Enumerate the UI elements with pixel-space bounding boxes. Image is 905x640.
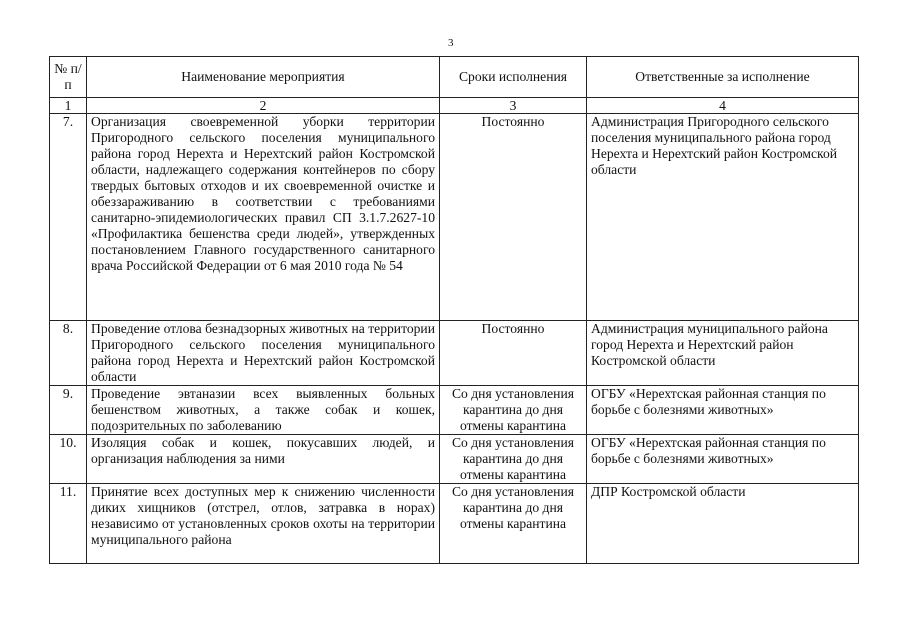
measure-name: Организация своевременной уборки территории Пригородного сельского поселения муниципального района город Нерехта и Нерехтский район Костромской области, надлежащего содержания контейнеров по сбору твердых бытовых отходов и их своевременной очистке и обеззараживанию в соответствии с требованиями санитарно-эпидемиологических правил СП 3.1.7.2627-10 «Профилактика бешенства среди людей», утвержденных постановлением Главного государственного санитарного врача Российской Федерации от 6 мая 2010 года № 54	[87, 114, 440, 321]
measure-responsible: Администрация Пригородного сельского поселения муниципального района город Нерехта и Нерехтский район Костромской области	[587, 114, 859, 321]
row-number: 8.	[50, 321, 87, 386]
measure-term: Постоянно	[440, 114, 587, 321]
measures-table	[49, 56, 859, 564]
column-index: 3	[440, 98, 587, 114]
table-row	[50, 435, 859, 484]
measure-responsible: Администрация муниципального района город Нерехта и Нерехтский район Костромской области	[587, 321, 859, 386]
column-index: 2	[87, 98, 440, 114]
header-name: Наименование мероприятия	[87, 57, 440, 98]
measure-term: Постоянно	[440, 321, 587, 386]
table-row	[50, 114, 859, 321]
column-index-row	[50, 98, 859, 114]
page-number: 3	[448, 37, 454, 49]
row-number: 11.	[50, 484, 87, 564]
header-num: № п/п	[50, 57, 87, 98]
row-number: 7.	[50, 114, 87, 321]
measure-name: Изоляция собак и кошек, покусавших людей, и организация наблюдения за ними	[87, 435, 440, 484]
table-row	[50, 386, 859, 435]
column-index: 4	[587, 98, 859, 114]
column-index: 1	[50, 98, 87, 114]
measure-responsible: ДПР Костромской области	[587, 484, 859, 564]
table-row	[50, 321, 859, 386]
measure-term: Со дня установления карантина до дня отмены карантина	[440, 484, 587, 564]
measure-responsible: ОГБУ «Нерехтская районная станция по борьбе с болезнями животных»	[587, 386, 859, 435]
measure-responsible: ОГБУ «Нерехтская районная станция по борьбе с болезнями животных»	[587, 435, 859, 484]
measure-name: Принятие всех доступных мер к снижению численности диких хищников (отстрел, отлов, затравка в норах) независимо от установленных сроков охоты на территории муниципального района	[87, 484, 440, 564]
measure-name: Проведение эвтаназии всех выявленных больных бешенством животных, а также собак и кошек, подозрительных по заболеванию	[87, 386, 440, 435]
table-row	[50, 484, 859, 564]
measure-term: Со дня установления карантина до дня отмены карантина	[440, 435, 587, 484]
header-resp: Ответственные за исполнение	[587, 57, 859, 98]
table-header-row	[50, 57, 859, 98]
row-number: 10.	[50, 435, 87, 484]
row-number: 9.	[50, 386, 87, 435]
measure-name: Проведение отлова безнадзорных животных на территории Пригородного сельского поселения муниципального района город Нерехта и Нерехтский район Костромской области	[87, 321, 440, 386]
header-term: Сроки исполнения	[440, 57, 587, 98]
measure-term: Со дня установления карантина до дня отмены карантина	[440, 386, 587, 435]
